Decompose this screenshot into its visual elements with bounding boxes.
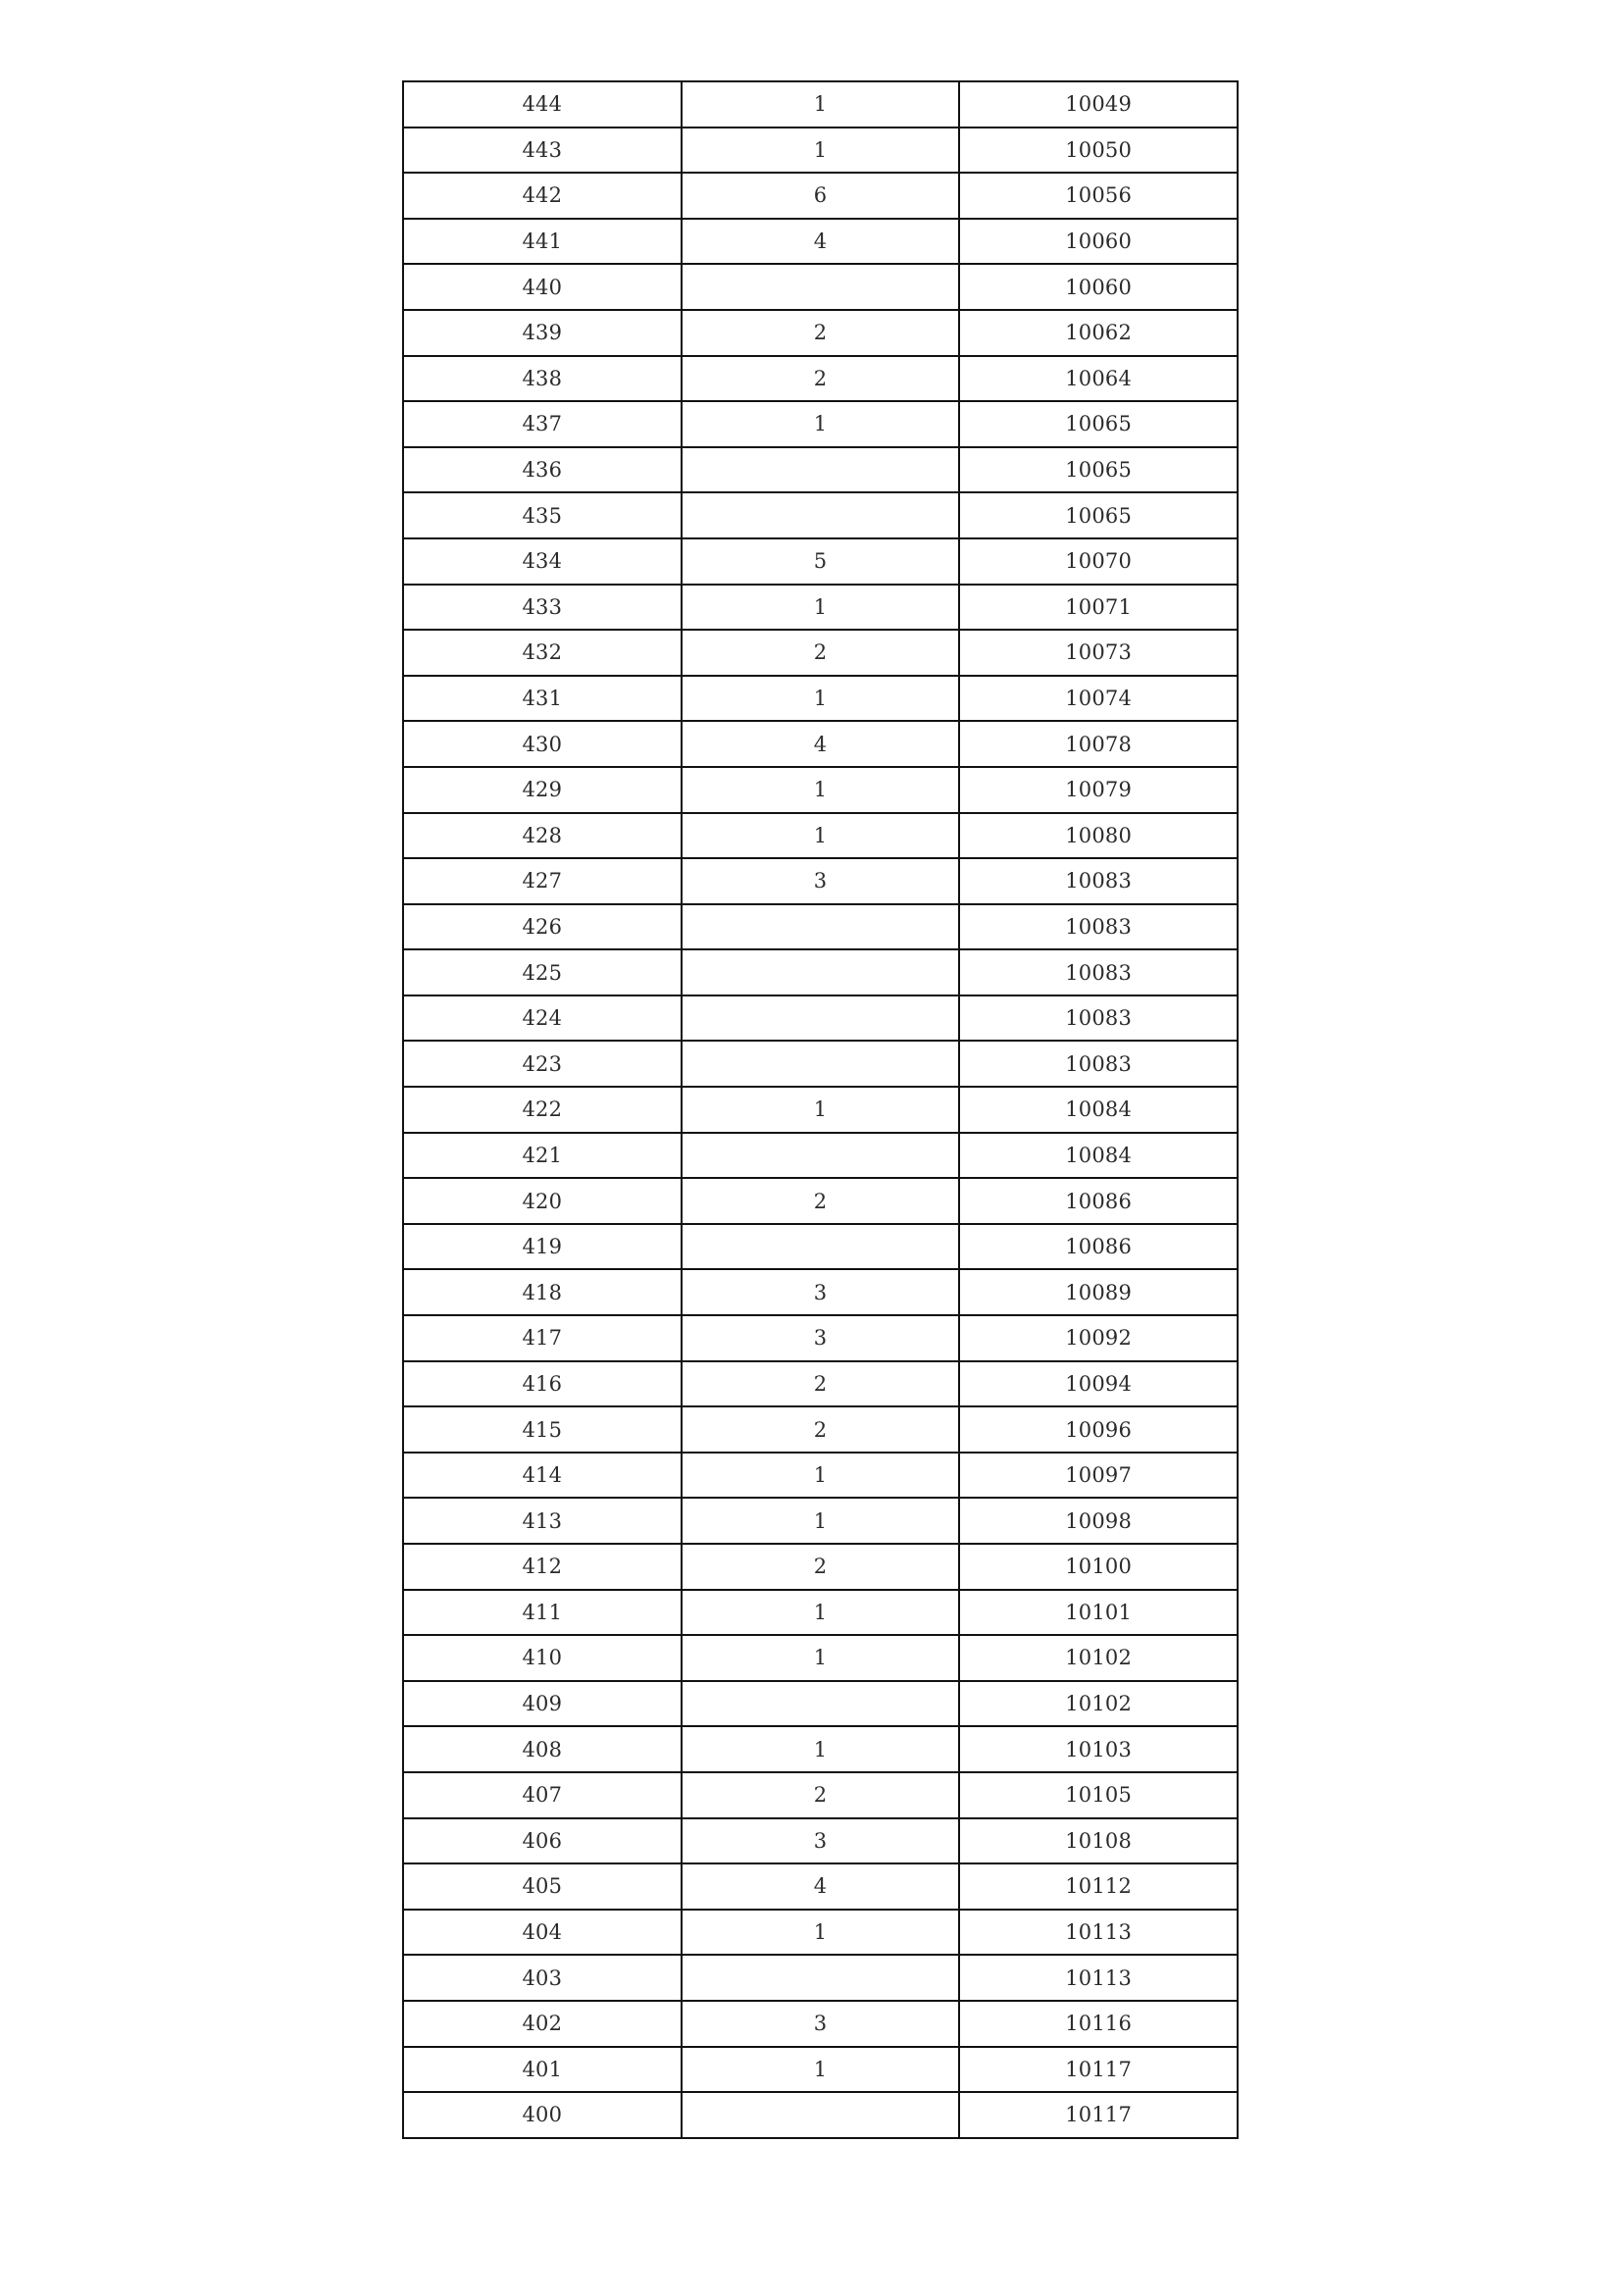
table-row	[403, 904, 1238, 950]
score-cell: 425	[403, 949, 682, 995]
count-cell: 4	[682, 721, 960, 767]
table-row	[403, 1087, 1238, 1133]
score-cell: 401	[403, 2047, 682, 2093]
count-cell	[682, 1041, 960, 1087]
cumulative-cell: 10073	[959, 630, 1238, 676]
score-table	[402, 80, 1239, 2139]
score-cell: 437	[403, 401, 682, 447]
cumulative-cell: 10096	[959, 1406, 1238, 1453]
count-cell	[682, 492, 960, 538]
score-cell: 444	[403, 81, 682, 128]
score-cell: 443	[403, 128, 682, 174]
table-row	[403, 401, 1238, 447]
count-cell: 3	[682, 1269, 960, 1315]
score-cell: 423	[403, 1041, 682, 1087]
cumulative-cell: 10086	[959, 1224, 1238, 1270]
table-row	[403, 219, 1238, 265]
score-cell: 412	[403, 1544, 682, 1590]
table-row	[403, 1863, 1238, 1910]
score-cell: 430	[403, 721, 682, 767]
score-cell: 416	[403, 1361, 682, 1407]
table-row	[403, 2047, 1238, 2093]
score-cell: 411	[403, 1590, 682, 1636]
count-cell	[682, 949, 960, 995]
score-cell: 442	[403, 173, 682, 219]
score-cell: 413	[403, 1498, 682, 1544]
count-cell: 1	[682, 676, 960, 722]
table-row	[403, 2092, 1238, 2138]
table-body	[403, 81, 1238, 2138]
count-cell	[682, 447, 960, 493]
cumulative-cell: 10101	[959, 1590, 1238, 1636]
table-row	[403, 1635, 1238, 1681]
count-cell: 3	[682, 2001, 960, 2047]
score-cell: 417	[403, 1315, 682, 1361]
table-row	[403, 1544, 1238, 1590]
cumulative-cell: 10108	[959, 1818, 1238, 1864]
count-cell: 5	[682, 538, 960, 585]
count-cell	[682, 1681, 960, 1727]
cumulative-cell: 10105	[959, 1772, 1238, 1818]
cumulative-cell: 10060	[959, 219, 1238, 265]
score-cell: 408	[403, 1726, 682, 1772]
count-cell	[682, 2092, 960, 2138]
score-cell: 424	[403, 995, 682, 1042]
cumulative-cell: 10098	[959, 1498, 1238, 1544]
cumulative-cell: 10080	[959, 813, 1238, 859]
score-cell: 432	[403, 630, 682, 676]
table-row	[403, 676, 1238, 722]
score-cell: 410	[403, 1635, 682, 1681]
score-cell: 438	[403, 356, 682, 402]
table-row	[403, 1818, 1238, 1864]
table-row	[403, 356, 1238, 402]
count-cell: 1	[682, 1635, 960, 1681]
count-cell: 2	[682, 1772, 960, 1818]
count-cell: 6	[682, 173, 960, 219]
cumulative-cell: 10065	[959, 447, 1238, 493]
score-cell: 405	[403, 1863, 682, 1910]
cumulative-cell: 10084	[959, 1133, 1238, 1179]
score-cell: 427	[403, 858, 682, 904]
count-cell: 2	[682, 1361, 960, 1407]
count-cell: 2	[682, 356, 960, 402]
count-cell: 1	[682, 1498, 960, 1544]
count-cell: 3	[682, 858, 960, 904]
score-cell: 421	[403, 1133, 682, 1179]
count-cell: 2	[682, 1178, 960, 1224]
table-row	[403, 767, 1238, 813]
cumulative-cell: 10116	[959, 2001, 1238, 2047]
score-cell: 409	[403, 1681, 682, 1727]
score-cell: 404	[403, 1910, 682, 1956]
cumulative-cell: 10083	[959, 995, 1238, 1042]
count-cell: 2	[682, 310, 960, 356]
count-cell: 2	[682, 630, 960, 676]
cumulative-cell: 10079	[959, 767, 1238, 813]
score-cell: 422	[403, 1087, 682, 1133]
cumulative-cell: 10050	[959, 128, 1238, 174]
table-row	[403, 492, 1238, 538]
cumulative-cell: 10071	[959, 585, 1238, 631]
score-cell: 431	[403, 676, 682, 722]
table-row	[403, 630, 1238, 676]
count-cell	[682, 995, 960, 1042]
score-cell: 407	[403, 1772, 682, 1818]
count-cell: 3	[682, 1315, 960, 1361]
count-cell: 4	[682, 219, 960, 265]
count-cell: 1	[682, 1726, 960, 1772]
cumulative-cell: 10060	[959, 264, 1238, 310]
table-row	[403, 2001, 1238, 2047]
cumulative-cell: 10089	[959, 1269, 1238, 1315]
score-cell: 436	[403, 447, 682, 493]
cumulative-cell: 10113	[959, 1955, 1238, 2001]
count-cell: 4	[682, 1863, 960, 1910]
count-cell: 1	[682, 128, 960, 174]
table-row	[403, 1498, 1238, 1544]
cumulative-cell: 10086	[959, 1178, 1238, 1224]
table-row	[403, 949, 1238, 995]
cumulative-cell: 10097	[959, 1453, 1238, 1499]
cumulative-cell: 10100	[959, 1544, 1238, 1590]
cumulative-cell: 10117	[959, 2092, 1238, 2138]
count-cell	[682, 1224, 960, 1270]
cumulative-cell: 10113	[959, 1910, 1238, 1956]
score-cell: 428	[403, 813, 682, 859]
table-row	[403, 1178, 1238, 1224]
table-row	[403, 538, 1238, 585]
count-cell	[682, 1133, 960, 1179]
score-cell: 418	[403, 1269, 682, 1315]
table-row	[403, 1041, 1238, 1087]
cumulative-cell: 10112	[959, 1863, 1238, 1910]
table-row	[403, 721, 1238, 767]
table-row	[403, 1590, 1238, 1636]
score-cell: 441	[403, 219, 682, 265]
score-cell: 414	[403, 1453, 682, 1499]
cumulative-cell: 10056	[959, 173, 1238, 219]
count-cell: 3	[682, 1818, 960, 1864]
score-cell: 435	[403, 492, 682, 538]
table-row	[403, 1453, 1238, 1499]
table-row	[403, 264, 1238, 310]
score-cell: 419	[403, 1224, 682, 1270]
table-row	[403, 1361, 1238, 1407]
cumulative-cell: 10062	[959, 310, 1238, 356]
cumulative-cell: 10065	[959, 492, 1238, 538]
table-row	[403, 1726, 1238, 1772]
count-cell: 1	[682, 767, 960, 813]
score-cell: 434	[403, 538, 682, 585]
cumulative-cell: 10070	[959, 538, 1238, 585]
table-row	[403, 310, 1238, 356]
table-row	[403, 128, 1238, 174]
table-row	[403, 813, 1238, 859]
cumulative-cell: 10094	[959, 1361, 1238, 1407]
score-cell: 439	[403, 310, 682, 356]
count-cell	[682, 264, 960, 310]
cumulative-cell: 10102	[959, 1681, 1238, 1727]
cumulative-cell: 10065	[959, 401, 1238, 447]
table-row	[403, 858, 1238, 904]
cumulative-cell: 10084	[959, 1087, 1238, 1133]
table-row	[403, 585, 1238, 631]
count-cell: 1	[682, 401, 960, 447]
table-row	[403, 1406, 1238, 1453]
count-cell: 1	[682, 585, 960, 631]
cumulative-cell: 10083	[959, 949, 1238, 995]
table-row	[403, 1910, 1238, 1956]
count-cell: 1	[682, 1910, 960, 1956]
cumulative-cell: 10083	[959, 904, 1238, 950]
table-row	[403, 1955, 1238, 2001]
table-row	[403, 1772, 1238, 1818]
score-cell: 400	[403, 2092, 682, 2138]
count-cell: 2	[682, 1406, 960, 1453]
cumulative-cell: 10083	[959, 1041, 1238, 1087]
table-row	[403, 1315, 1238, 1361]
table-row	[403, 1269, 1238, 1315]
table-row	[403, 1133, 1238, 1179]
count-cell	[682, 1955, 960, 2001]
cumulative-cell: 10064	[959, 356, 1238, 402]
score-cell: 402	[403, 2001, 682, 2047]
score-cell: 406	[403, 1818, 682, 1864]
count-cell: 1	[682, 1087, 960, 1133]
cumulative-cell: 10083	[959, 858, 1238, 904]
count-cell	[682, 904, 960, 950]
table-row	[403, 447, 1238, 493]
cumulative-cell: 10117	[959, 2047, 1238, 2093]
score-cell: 403	[403, 1955, 682, 2001]
cumulative-cell: 10092	[959, 1315, 1238, 1361]
cumulative-cell: 10078	[959, 721, 1238, 767]
table-row	[403, 995, 1238, 1042]
count-cell: 1	[682, 81, 960, 128]
score-cell: 429	[403, 767, 682, 813]
table-row	[403, 81, 1238, 128]
count-cell: 1	[682, 1590, 960, 1636]
score-cell: 440	[403, 264, 682, 310]
count-cell: 1	[682, 1453, 960, 1499]
count-cell: 1	[682, 813, 960, 859]
cumulative-cell: 10074	[959, 676, 1238, 722]
cumulative-cell: 10049	[959, 81, 1238, 128]
table-row	[403, 173, 1238, 219]
score-cell: 426	[403, 904, 682, 950]
score-cell: 433	[403, 585, 682, 631]
score-cell: 420	[403, 1178, 682, 1224]
table-row	[403, 1681, 1238, 1727]
cumulative-cell: 10102	[959, 1635, 1238, 1681]
table-row	[403, 1224, 1238, 1270]
score-cell: 415	[403, 1406, 682, 1453]
cumulative-cell: 10103	[959, 1726, 1238, 1772]
count-cell: 2	[682, 1544, 960, 1590]
count-cell: 1	[682, 2047, 960, 2093]
